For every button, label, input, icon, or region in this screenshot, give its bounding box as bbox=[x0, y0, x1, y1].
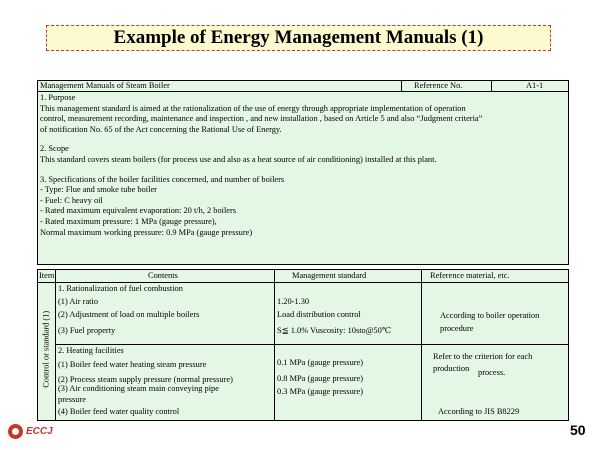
header-standard: Management standard bbox=[292, 271, 367, 280]
document-header bbox=[38, 81, 568, 92]
header-contents: Contents bbox=[148, 271, 178, 280]
standard-value: 0.1 MPa (gauge pressure) bbox=[277, 358, 364, 367]
vertical-label: Control or standard (1) bbox=[41, 310, 51, 388]
table-row: (1) Boiler feed water heating steam pressure bbox=[58, 360, 207, 369]
page-number: 50 bbox=[570, 422, 586, 438]
scope-heading: 2. Scope bbox=[40, 144, 69, 154]
spec-max-pressure: - Rated maximum pressure: 1 MPa (gauge pressure), bbox=[40, 216, 217, 226]
purpose-line-1: This management standard is aimed at the rationalization of the use of energy through appropriate implementation of operation bbox=[40, 103, 466, 113]
table-row: (2) Process steam supply pressure (normal pressure) bbox=[58, 375, 233, 384]
reference-text: procedure bbox=[440, 324, 474, 333]
reference-label: Reference No. bbox=[401, 81, 491, 91]
page-title: Example of Energy Management Manuals (1) bbox=[113, 27, 484, 48]
control-table bbox=[37, 269, 569, 421]
document-body bbox=[40, 93, 566, 238]
specs-heading: 3. Specifications of the boiler facilities concerned, and number of boilers bbox=[40, 174, 285, 184]
standard-value: S≦ 1.0% Vuscosity: 10sto@50℃ bbox=[277, 326, 392, 335]
table-row: (4) Boiler feed water quality control bbox=[58, 407, 180, 416]
table-row: (3) Fuel property bbox=[58, 326, 116, 335]
purpose-line-2: control, measurement recording, maintenance and inspection , and new installation , based on Article 5 and also “Judgment criteria” bbox=[40, 114, 483, 124]
purpose-heading: 1. Purpose bbox=[40, 93, 76, 102]
section2-title: 2. Heating facilities bbox=[58, 346, 124, 355]
spec-type: - Type: Flue and smoke tube boiler bbox=[40, 185, 157, 195]
table-row: (1) Air ratio bbox=[58, 297, 99, 306]
spec-working-pressure: Normal maximum working pressure: 0.9 MPa (gauge pressure) bbox=[40, 227, 253, 237]
reference-number: A1-1 bbox=[491, 81, 568, 91]
spec-fuel: - Fuel: C heavy oil bbox=[40, 195, 103, 205]
title-banner bbox=[46, 25, 551, 51]
table-row: pressure bbox=[58, 395, 86, 404]
eccj-logo bbox=[8, 424, 53, 439]
section1-title: 1. Rationalization of fuel combustion bbox=[58, 284, 183, 293]
reference-text: According to boiler operation bbox=[440, 311, 540, 320]
reference-text: Refer to the criterion for each bbox=[433, 352, 533, 361]
manual-document bbox=[37, 80, 569, 265]
spec-evaporation: - Rated maximum equivalent evaporation: 20 t/h, 2 boilers bbox=[40, 206, 237, 216]
table-header bbox=[38, 270, 568, 283]
reference-text: process. bbox=[478, 368, 506, 377]
eccj-logo-icon bbox=[8, 424, 23, 439]
header-reference: Reference material, etc. bbox=[430, 271, 510, 280]
standard-value: 1.20-1.30 bbox=[277, 297, 310, 306]
reference-text: According to JIS B8229 bbox=[438, 407, 520, 416]
purpose-line-3: of notification No. 65 of the Act concerning the Rational Use of Energy. bbox=[40, 124, 282, 134]
standard-value: 0.8 MPa (gauge pressure) bbox=[277, 374, 364, 383]
table-row: (3) Air conditioning steam main conveying pipe bbox=[58, 384, 219, 393]
scope-line-1: This standard covers steam boilers (for process use and also as a heat source of air conditioning) installed at this plant. bbox=[40, 154, 437, 164]
manual-name: Management Manuals of Steam Boiler bbox=[40, 81, 170, 90]
header-item: Item bbox=[39, 271, 55, 280]
standard-value: 0.3 MPa (gauge pressure) bbox=[277, 387, 364, 396]
table-row: (2) Adjustment of load on multiple boilers bbox=[58, 310, 200, 319]
reference-text: production bbox=[433, 364, 470, 373]
logo-text: ECCJ bbox=[26, 426, 53, 437]
standard-value: Load distribution control bbox=[277, 310, 361, 319]
